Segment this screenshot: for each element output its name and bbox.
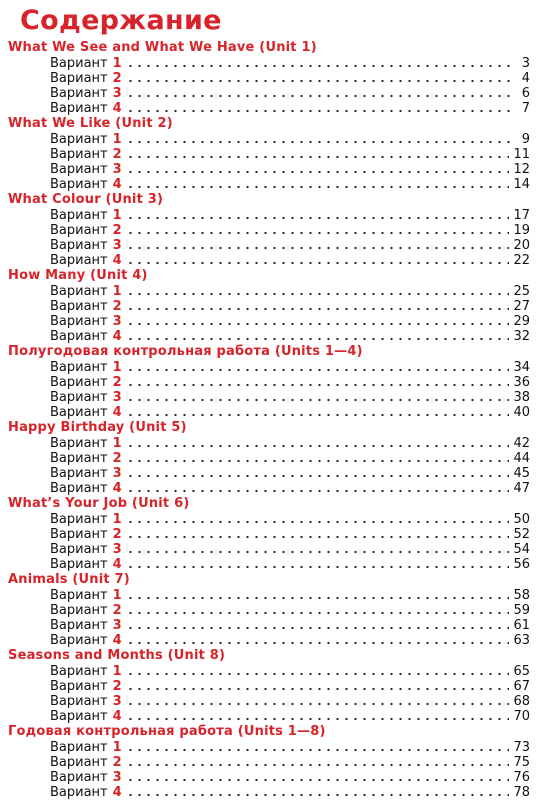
entry-label: Вариант [50, 162, 108, 177]
entry-label: Вариант [50, 71, 108, 86]
entry-label: Вариант [50, 588, 108, 603]
variant-number: 3 [112, 694, 122, 709]
variant-number: 2 [112, 147, 122, 162]
toc-entry[interactable] [8, 527, 530, 542]
variant-number: 4 [112, 709, 122, 724]
variant-number: 1 [112, 56, 122, 71]
toc-entry[interactable] [8, 223, 530, 238]
entry-label: Вариант [50, 740, 108, 755]
entry-label: Вариант [50, 481, 108, 496]
page-number: 63 [513, 633, 530, 648]
dot-leader [126, 596, 510, 600]
toc-entry[interactable] [8, 177, 530, 192]
entry-label: Вариант [50, 86, 108, 101]
dot-leader [126, 793, 510, 797]
toc-entry[interactable] [8, 542, 530, 557]
page-number: 42 [513, 436, 530, 451]
dot-leader [126, 611, 510, 615]
toc-section [8, 572, 530, 648]
entry-label: Вариант [50, 664, 108, 679]
dot-leader [126, 231, 510, 235]
variant-number: 4 [112, 329, 122, 344]
toc-entry[interactable] [8, 375, 530, 390]
variant-number: 3 [112, 86, 122, 101]
dot-leader [126, 94, 510, 98]
toc-entry[interactable] [8, 56, 530, 71]
toc-entry[interactable] [8, 633, 530, 648]
toc-section [8, 496, 530, 572]
page-number: 76 [513, 770, 530, 785]
entry-label: Вариант [50, 299, 108, 314]
toc-entry[interactable] [8, 755, 530, 770]
entry-label: Вариант [50, 177, 108, 192]
dot-leader [126, 520, 510, 524]
variant-number: 2 [112, 223, 122, 238]
page-number: 50 [513, 512, 530, 527]
dot-leader [126, 672, 510, 676]
toc-entry[interactable] [8, 664, 530, 679]
entry-label: Вариант [50, 314, 108, 329]
dot-leader [126, 489, 510, 493]
toc-entry[interactable] [8, 132, 530, 147]
page-number: 9 [521, 132, 530, 147]
toc-entry[interactable] [8, 208, 530, 223]
toc-entry[interactable] [8, 71, 530, 86]
dot-leader [126, 140, 510, 144]
page-number: 45 [513, 466, 530, 481]
variant-number: 4 [112, 101, 122, 116]
entry-label: Вариант [50, 390, 108, 405]
variant-number: 1 [112, 132, 122, 147]
dot-leader [126, 702, 510, 706]
toc-entry[interactable] [8, 390, 530, 405]
entry-label: Вариант [50, 466, 108, 481]
variant-number: 3 [112, 238, 122, 253]
toc-entry[interactable] [8, 360, 530, 375]
variant-number: 1 [112, 436, 122, 451]
page-number: 34 [513, 360, 530, 375]
toc-entry[interactable] [8, 466, 530, 481]
dot-leader [126, 626, 510, 630]
dot-leader [126, 444, 510, 448]
toc-entry[interactable] [8, 694, 530, 709]
page-number: 11 [513, 147, 530, 162]
page-number: 3 [521, 56, 530, 71]
page-number: 6 [521, 86, 530, 101]
entry-label: Вариант [50, 527, 108, 542]
page-number: 14 [513, 177, 530, 192]
page-number: 38 [513, 390, 530, 405]
entry-label: Вариант [50, 557, 108, 572]
entry-label: Вариант [50, 223, 108, 238]
table-of-contents [8, 40, 530, 800]
toc-entry[interactable] [8, 785, 530, 800]
toc-section [8, 268, 530, 344]
page-number: 75 [513, 755, 530, 770]
dot-leader [126, 641, 510, 645]
toc-section [8, 648, 530, 724]
page-number: 29 [513, 314, 530, 329]
toc-entry[interactable] [8, 481, 530, 496]
toc-entry[interactable] [8, 101, 530, 116]
dot-leader [126, 413, 510, 417]
variant-number: 2 [112, 679, 122, 694]
toc-entry[interactable] [8, 162, 530, 177]
toc-entry[interactable] [8, 588, 530, 603]
page-number: 58 [513, 588, 530, 603]
toc-entry[interactable] [8, 86, 530, 101]
entry-label: Вариант [50, 603, 108, 618]
entry-label: Вариант [50, 512, 108, 527]
section-heading[interactable]: How Many (Unit 4) [8, 268, 148, 283]
entry-label: Вариант [50, 253, 108, 268]
page-number: 19 [513, 223, 530, 238]
page-number: 78 [513, 785, 530, 800]
page-number: 4 [521, 71, 530, 86]
toc-section [8, 192, 530, 268]
variant-number: 4 [112, 253, 122, 268]
variant-number: 3 [112, 314, 122, 329]
toc-entry[interactable] [8, 147, 530, 162]
section-heading[interactable]: Seasons and Months (Unit 8) [8, 648, 226, 663]
page-number: 73 [513, 740, 530, 755]
variant-number: 2 [112, 527, 122, 542]
dot-leader [126, 717, 510, 721]
page-number: 27 [513, 299, 530, 314]
entry-label: Вариант [50, 679, 108, 694]
entry-label: Вариант [50, 785, 108, 800]
dot-leader [126, 307, 510, 311]
variant-number: 4 [112, 177, 122, 192]
dot-leader [126, 261, 510, 265]
variant-number: 1 [112, 208, 122, 223]
section-heading[interactable]: Animals (Unit 7) [8, 572, 130, 587]
toc-entry[interactable] [8, 253, 530, 268]
section-heading[interactable]: What We See and What We Have (Unit 1) [8, 40, 317, 55]
page-number: 68 [513, 694, 530, 709]
page-number: 32 [513, 329, 530, 344]
dot-leader [126, 216, 510, 220]
dot-leader [126, 565, 510, 569]
section-heading[interactable]: Happy Birthday (Unit 5) [8, 420, 187, 435]
variant-number: 4 [112, 405, 122, 420]
entry-label: Вариант [50, 147, 108, 162]
dot-leader [126, 64, 510, 68]
page-number: 54 [513, 542, 530, 557]
toc-entry[interactable] [8, 512, 530, 527]
page-number: 56 [513, 557, 530, 572]
toc-entry[interactable] [8, 557, 530, 572]
variant-number: 4 [112, 557, 122, 572]
page-number: 52 [513, 527, 530, 542]
variant-number: 1 [112, 512, 122, 527]
dot-leader [126, 368, 510, 372]
page-number: 17 [513, 208, 530, 223]
page-title: Содержание [20, 5, 222, 36]
entry-label: Вариант [50, 755, 108, 770]
dot-leader [126, 337, 510, 341]
dot-leader [126, 687, 510, 691]
section-heading[interactable]: What’s Your Job (Unit 6) [8, 496, 190, 511]
dot-leader [126, 322, 510, 326]
variant-number: 3 [112, 466, 122, 481]
variant-number: 2 [112, 451, 122, 466]
entry-label: Вариант [50, 132, 108, 147]
toc-entry[interactable] [8, 284, 530, 299]
toc-entry[interactable] [8, 238, 530, 253]
entry-label: Вариант [50, 542, 108, 557]
entry-label: Вариант [50, 56, 108, 71]
entry-label: Вариант [50, 633, 108, 648]
toc-section [8, 40, 530, 116]
dot-leader [126, 398, 510, 402]
entry-label: Вариант [50, 618, 108, 633]
variant-number: 1 [112, 664, 122, 679]
dot-leader [126, 778, 510, 782]
toc-entry[interactable] [8, 451, 530, 466]
toc-entry[interactable] [8, 299, 530, 314]
page-number: 59 [513, 603, 530, 618]
dot-leader [126, 474, 510, 478]
entry-label: Вариант [50, 405, 108, 420]
variant-number: 2 [112, 299, 122, 314]
page-number: 7 [521, 101, 530, 116]
variant-number: 2 [112, 755, 122, 770]
page-number: 67 [513, 679, 530, 694]
page-number: 70 [513, 709, 530, 724]
toc-section [8, 420, 530, 496]
dot-leader [126, 79, 510, 83]
section-heading[interactable]: What Colour (Unit 3) [8, 192, 164, 207]
entry-label: Вариант [50, 709, 108, 724]
page-number: 25 [513, 284, 530, 299]
variant-number: 1 [112, 588, 122, 603]
entry-label: Вариант [50, 451, 108, 466]
entry-label: Вариант [50, 101, 108, 116]
page-number: 36 [513, 375, 530, 390]
entry-label: Вариант [50, 329, 108, 344]
toc-entry[interactable] [8, 740, 530, 755]
entry-label: Вариант [50, 436, 108, 451]
variant-number: 2 [112, 375, 122, 390]
variant-number: 3 [112, 770, 122, 785]
dot-leader [126, 748, 510, 752]
toc-entry[interactable] [8, 709, 530, 724]
toc-entry[interactable] [8, 314, 530, 329]
dot-leader [126, 550, 510, 554]
entry-label: Вариант [50, 208, 108, 223]
dot-leader [126, 170, 510, 174]
toc-entry[interactable] [8, 770, 530, 785]
variant-number: 3 [112, 162, 122, 177]
variant-number: 2 [112, 603, 122, 618]
entry-label: Вариант [50, 238, 108, 253]
section-heading[interactable]: Полугодовая контрольная работа (Units 1—4) [8, 344, 363, 359]
page-number: 12 [513, 162, 530, 177]
section-heading[interactable]: What We Like (Unit 2) [8, 116, 173, 131]
toc-section [8, 116, 530, 192]
dot-leader [126, 155, 510, 159]
variant-number: 1 [112, 740, 122, 755]
toc-section [8, 344, 530, 420]
variant-number: 2 [112, 71, 122, 86]
dot-leader [126, 246, 510, 250]
variant-number: 3 [112, 390, 122, 405]
entry-label: Вариант [50, 375, 108, 390]
page-number: 40 [513, 405, 530, 420]
page-number: 65 [513, 664, 530, 679]
dot-leader [126, 535, 510, 539]
toc-entry[interactable] [8, 618, 530, 633]
entry-label: Вариант [50, 284, 108, 299]
entry-label: Вариант [50, 694, 108, 709]
variant-number: 4 [112, 785, 122, 800]
page-number: 44 [513, 451, 530, 466]
dot-leader [126, 185, 510, 189]
dot-leader [126, 459, 510, 463]
dot-leader [126, 383, 510, 387]
entry-label: Вариант [50, 770, 108, 785]
dot-leader [126, 292, 510, 296]
section-heading[interactable]: Годовая контрольная работа (Units 1—8) [8, 724, 326, 739]
variant-number: 4 [112, 633, 122, 648]
dot-leader [126, 763, 510, 767]
toc-entry[interactable] [8, 329, 530, 344]
variant-number: 1 [112, 360, 122, 375]
toc-entry[interactable] [8, 436, 530, 451]
page-number: 22 [513, 253, 530, 268]
page-number: 20 [513, 238, 530, 253]
toc-entry[interactable] [8, 679, 530, 694]
toc-entry[interactable] [8, 405, 530, 420]
page-number: 47 [513, 481, 530, 496]
variant-number: 3 [112, 618, 122, 633]
toc-entry[interactable] [8, 603, 530, 618]
variant-number: 1 [112, 284, 122, 299]
toc-section [8, 724, 530, 800]
variant-number: 4 [112, 481, 122, 496]
entry-label: Вариант [50, 360, 108, 375]
variant-number: 3 [112, 542, 122, 557]
dot-leader [126, 109, 510, 113]
page-number: 61 [513, 618, 530, 633]
